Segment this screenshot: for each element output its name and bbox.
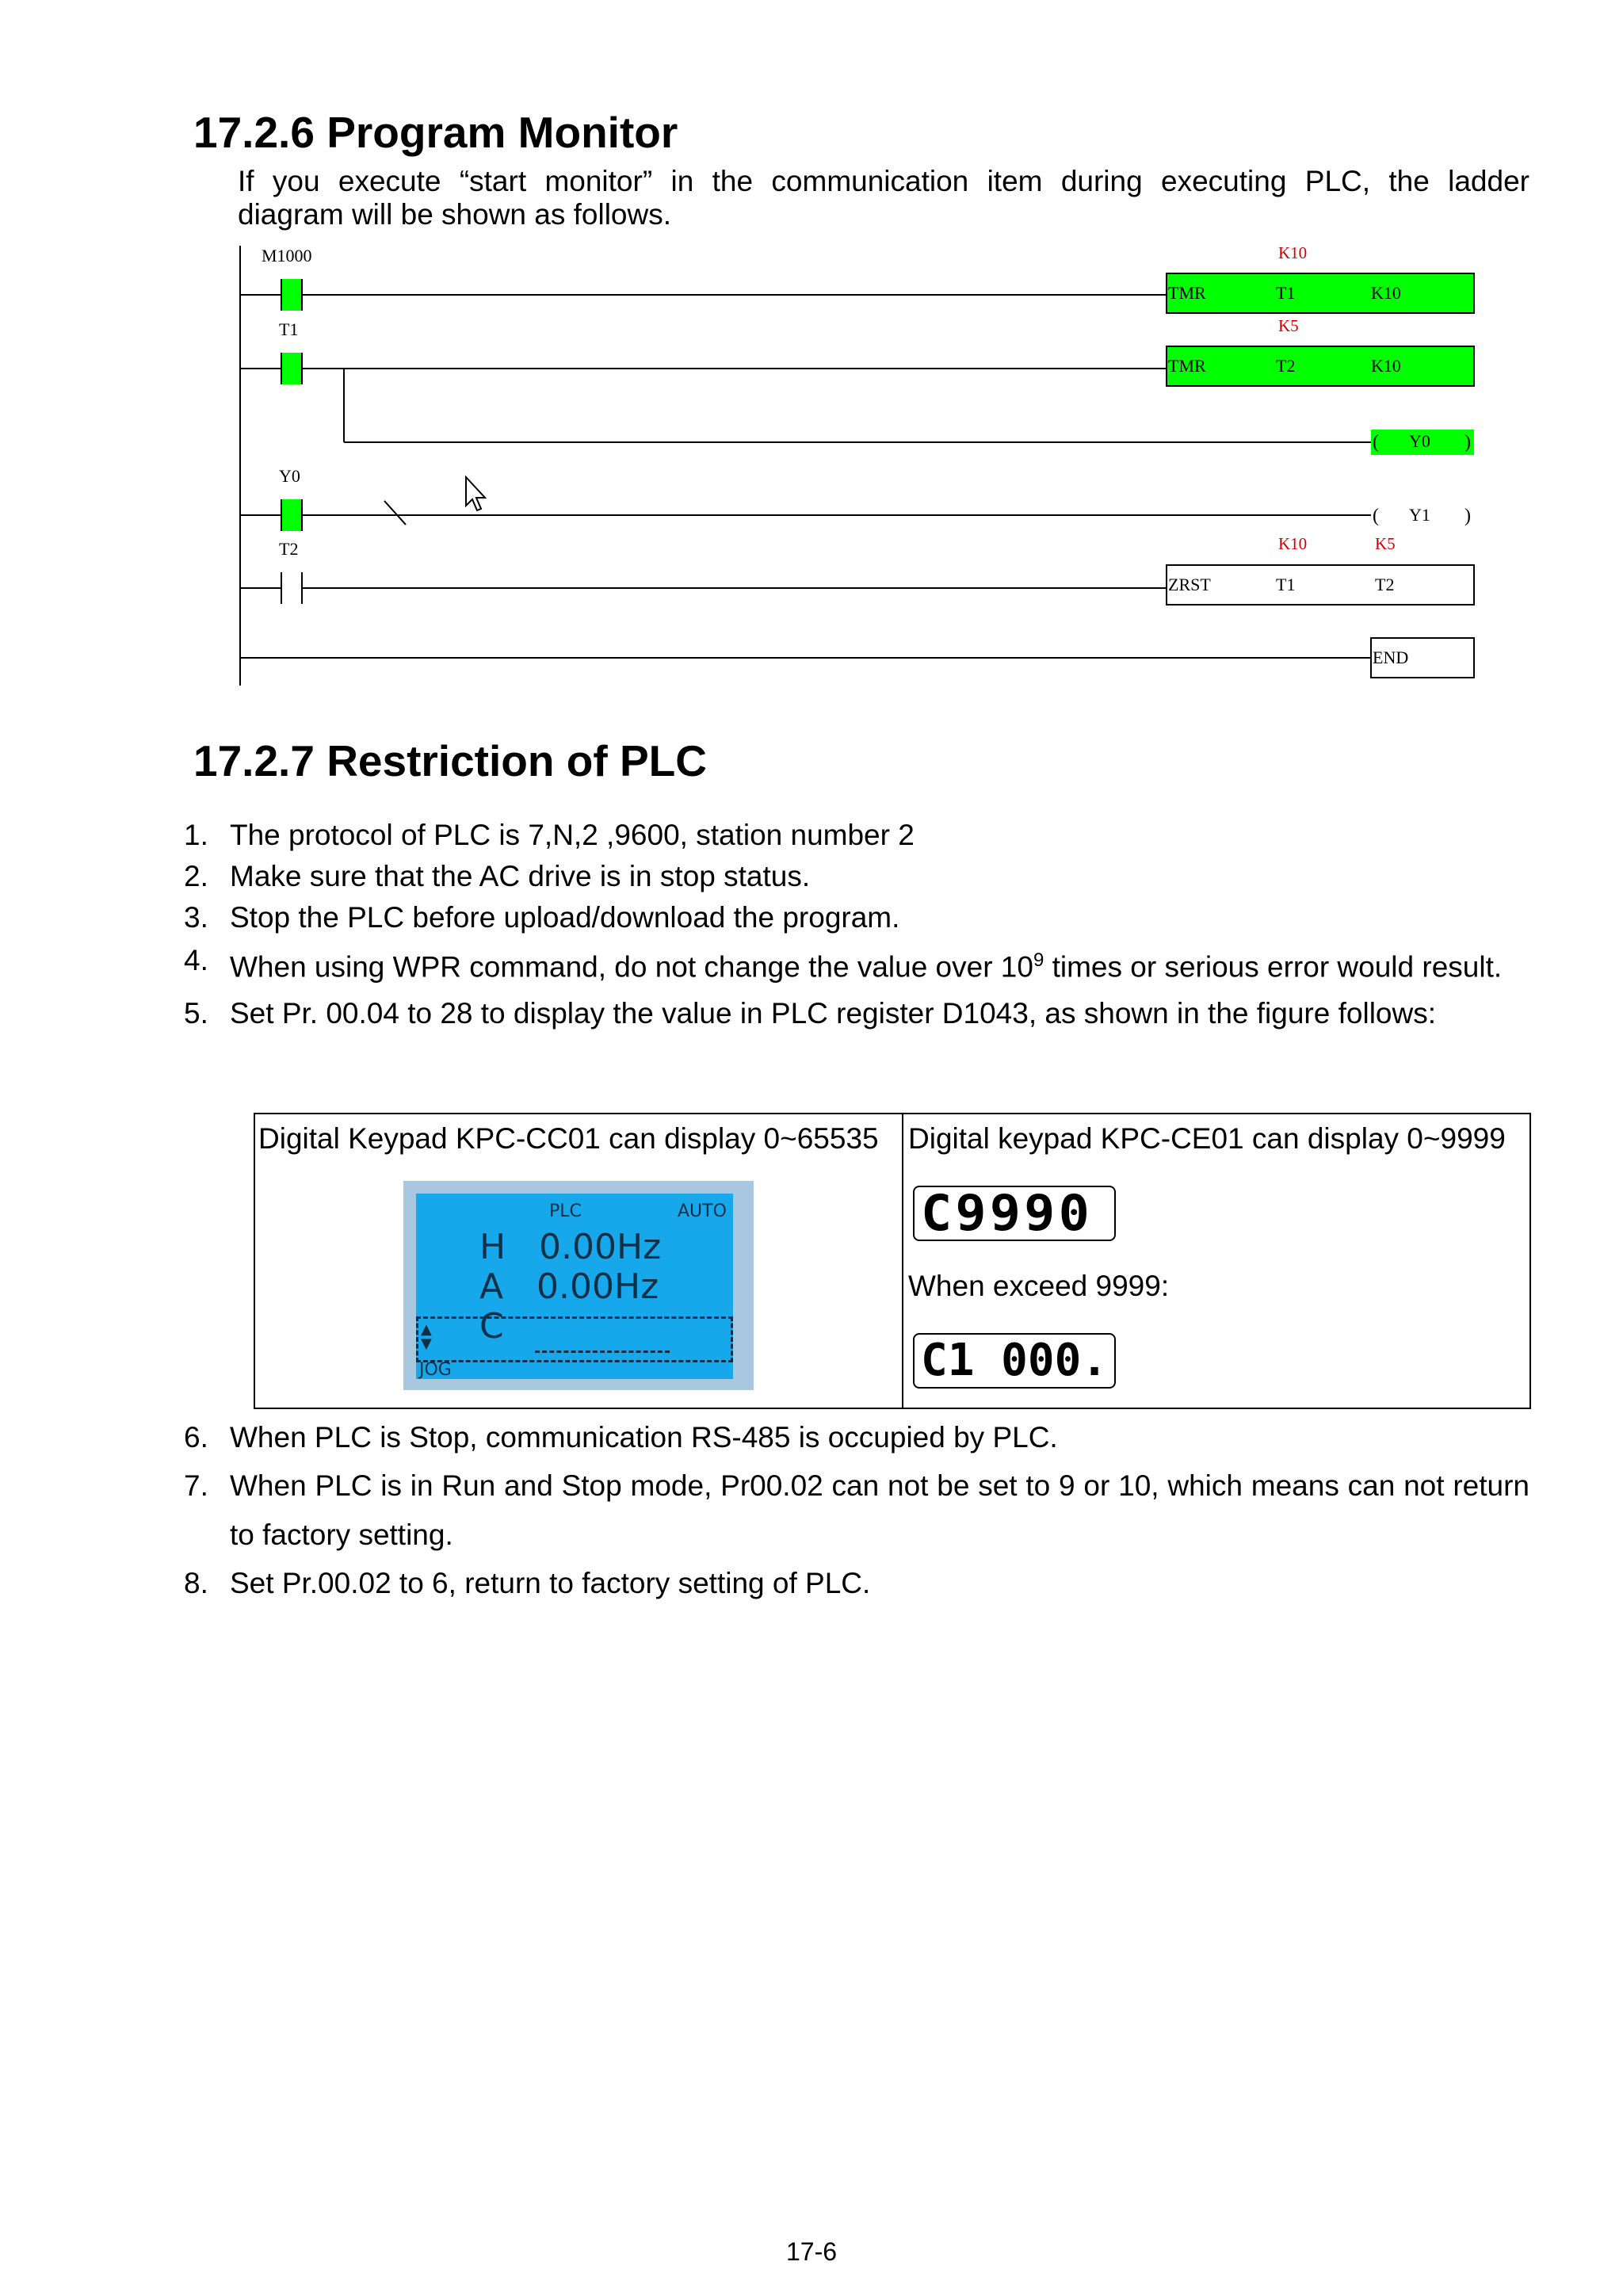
tmr1-current-value: K10 <box>1278 243 1308 262</box>
lcd-line-h: H 0.00Hz <box>479 1227 662 1267</box>
list-number: 7. <box>184 1469 208 1502</box>
superscript-exponent: 9 <box>1033 949 1044 971</box>
list-number: 8. <box>184 1567 208 1599</box>
keypad-display-table <box>254 1113 1531 1409</box>
list-text: The protocol of PLC is 7,N,2 ,9600, station number 2 <box>230 819 915 851</box>
list-item <box>174 1414 1529 1461</box>
coil-y1-close: ) <box>1465 506 1471 526</box>
list-item <box>174 897 1529 938</box>
list-text: Set Pr. 00.04 to 28 to display the value in PLC register D1043, as shown in the figure follows: <box>230 997 1436 1030</box>
contact-m1000-active <box>281 279 302 311</box>
tmr2-instr: TMR <box>1168 356 1206 376</box>
list-item <box>174 856 1529 897</box>
list-number: 2. <box>184 860 208 892</box>
list-text: Set Pr.00.02 to 6, return to factory setting of PLC. <box>230 1567 871 1599</box>
seg-display-1-value: C9990 <box>921 1184 1093 1242</box>
tmr2-current-value: K5 <box>1278 316 1299 335</box>
list-text: Make sure that the AC drive is in stop status. <box>230 860 811 892</box>
coil-y0-open: ( <box>1373 432 1379 453</box>
lcd-up-down-arrow-icon: ▲ ▼ <box>421 1321 432 1352</box>
lcd-line-a: A 0.00Hz <box>479 1266 659 1307</box>
tmr2-op1: T2 <box>1276 356 1296 376</box>
section-heading-restriction-of-plc: 17.2.7 Restriction of PLC <box>193 736 707 785</box>
intro-paragraph <box>238 165 1529 231</box>
section-heading-program-monitor: 17.2.6 Program Monitor <box>193 108 678 157</box>
lcd-value-placeholder-dashes <box>535 1350 670 1353</box>
zrst-instruction-box <box>1167 565 1474 605</box>
intro-line-2: diagram will be shown as follows. <box>238 198 672 231</box>
list-item <box>174 1560 1529 1607</box>
tmr1-instr: TMR <box>1168 283 1206 303</box>
seven-segment-display-2 <box>913 1333 1116 1389</box>
list-number: 6. <box>184 1421 208 1454</box>
lcd-auto-indicator: AUTO <box>678 1201 727 1221</box>
contact-label-t1: T1 <box>279 319 299 339</box>
list-number: 4. <box>184 944 208 976</box>
ladder-slash-mark <box>384 501 406 525</box>
list-number: 5. <box>184 997 208 1030</box>
list-text: times or serious error would result. <box>1044 950 1503 984</box>
intro-line-1: If you execute “start monitor” in the communication item during executing PLC, the ladder <box>238 165 1529 197</box>
tmr2-op2: K10 <box>1371 356 1401 376</box>
kpc-cc01-title: Digital Keypad KPC-CC01 can display 0~65535 <box>258 1122 879 1155</box>
lcd-selection-dashed-box <box>416 1316 733 1362</box>
kpc-cc01-lcd-screen <box>416 1194 733 1379</box>
tmr1-op2: K10 <box>1371 283 1401 303</box>
page-number: 17-6 <box>785 2237 838 2266</box>
restriction-list-bottom <box>174 1414 1529 1607</box>
lcd-jog-indicator: JOG <box>419 1360 452 1380</box>
contact-y0-active <box>281 499 302 531</box>
coil-y0-close: ) <box>1465 432 1471 453</box>
contact-label-t2: T2 <box>279 539 299 559</box>
list-item <box>174 815 1529 856</box>
coil-y1-open: ( <box>1373 506 1379 526</box>
zrst-current-value-1: K10 <box>1278 534 1308 553</box>
mouse-pointer-icon <box>466 477 485 510</box>
contact-t1-active <box>281 353 302 384</box>
zrst-current-value-2: K5 <box>1375 534 1396 553</box>
lcd-line-c: C <box>479 1306 504 1347</box>
list-item <box>174 937 1529 991</box>
list-item <box>174 1461 1529 1560</box>
list-text: When PLC is in Run and Stop mode, Pr00.02 can not be set to 9 or 10, which means can not return to factory setting. <box>230 1469 1529 1551</box>
list-number: 3. <box>184 901 208 934</box>
list-item <box>174 991 1529 1037</box>
seg-display-2-value: C1 000. <box>921 1335 1109 1386</box>
tmr1-op1: T1 <box>1276 283 1296 303</box>
zrst-op2: T2 <box>1375 575 1395 594</box>
kpc-ce01-title: Digital keypad KPC-CE01 can display 0~9999 <box>908 1122 1506 1155</box>
coil-y0-name: Y0 <box>1409 431 1430 451</box>
tmr1-instruction-box <box>1167 273 1474 313</box>
table-column-divider <box>902 1114 903 1408</box>
ladder-diagram <box>222 238 1490 697</box>
kpc-cc01-lcd-frame <box>403 1181 754 1390</box>
contact-label-m1000: M1000 <box>262 246 312 266</box>
exceed-9999-label: When exceed 9999: <box>908 1270 1170 1302</box>
list-text: When using WPR command, do not change the value over 10 <box>230 950 1033 984</box>
end-instr: END <box>1373 648 1409 667</box>
tmr2-instruction-box <box>1167 346 1474 386</box>
contact-label-y0: Y0 <box>279 466 300 486</box>
restriction-list-top <box>174 815 1529 1037</box>
list-text: Stop the PLC before upload/download the program. <box>230 901 900 934</box>
zrst-instr: ZRST <box>1168 575 1211 594</box>
list-number: 1. <box>184 819 208 851</box>
coil-y1-name: Y1 <box>1409 505 1430 525</box>
lcd-plc-indicator: PLC <box>549 1201 582 1221</box>
zrst-op1: T1 <box>1276 575 1296 594</box>
list-text: When PLC is Stop, communication RS-485 is occupied by PLC. <box>230 1421 1058 1454</box>
seven-segment-display-1 <box>913 1186 1116 1241</box>
